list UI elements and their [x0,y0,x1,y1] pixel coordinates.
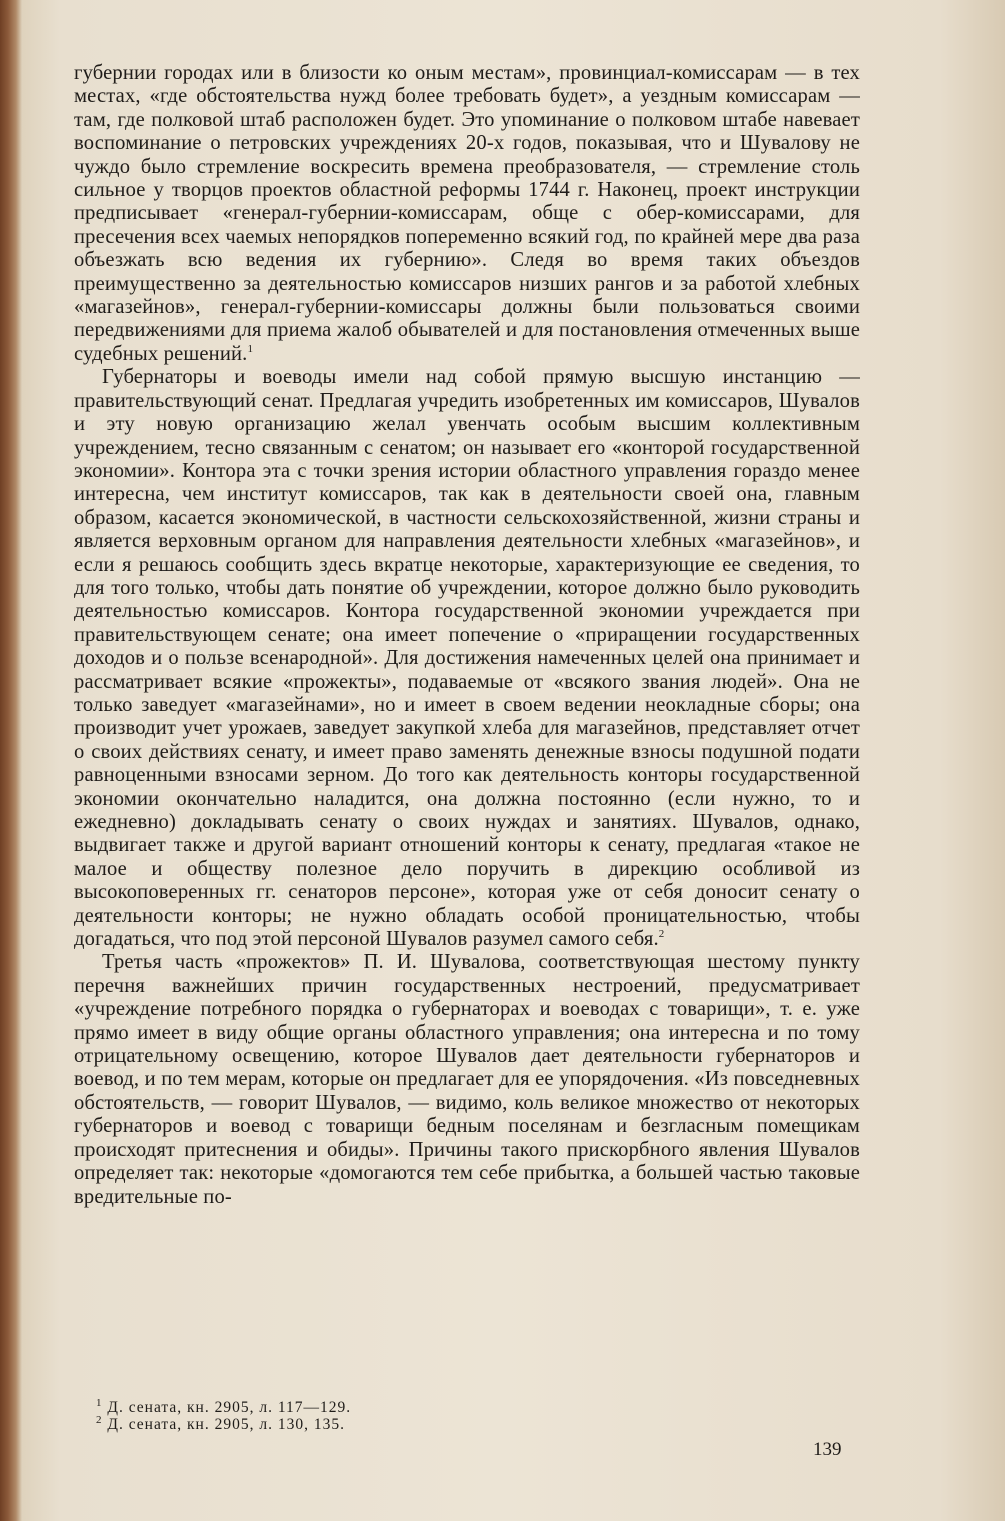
footnote-ref-2: 2 [658,928,665,941]
paragraph-2 [74,366,860,951]
footnote-2-marker: 2 [96,1413,103,1426]
page-number: 139 [813,1439,842,1460]
footnote-2-text: Д. сената, кн. 2905, л. 130, 135. [107,1416,345,1433]
footnote-1-marker: 1 [96,1396,103,1409]
paragraph-1-text: губернии городах или в близости ко оным местам», провинциал-комиссарам — в тех местах, «где обстоятельства нужд более требовать будет», а уездным комиссарам — там, где полковой штаб расположен будет. Это упоминание о полковом штабе навевает воспоминание о петровских учреждениях 20-х годов, показывая, что и Шувалову не чуждо было стремление воскресить времена преобразователя, — стремление столь сильное у творцов проектов областной реформы 1744 г. Наконец, проект инструкции предписывает «генерал-губернии-комиссарам, обще с обер-комиссарами, для пресечения всех чаемых непорядков попеременно всякий год, по крайней мере два раза объезжать всю ведения их губернию». Следя во время таких объездов преимущественно за деятельностью комиссаров низших рангов и за работой хлебных «магазейнов», генерал-губернии-комиссары должны были пользоваться своими передвижениями для приема жалоб обывателей и для постановления отмеченных выше судебных решений. [74,62,860,365]
paragraph-2-text: Губернаторы и воеводы имели над собой прямую высшую инстанцию — правительствующий сенат. Предлагая учредить изобретенных им комиссаров, Шувалов и эту новую организацию желал увенчать особым высшим коллективным учреждением, тесно связанным с сенатом; он называет его «конторой государственной экономии». Контора эта с точки зрения истории областного управления гораздо менее интересна, чем институт комиссаров, так как в деятельности своей она, главным образом, касается экономической, в частности сельскохозяйственной, жизни страны и является верховным органом для направления деятельности хлебных «магазейнов», и если я решаюсь сообщить здесь вкратце некоторые, характеризующие ее сведения, то для того только, чтобы дать понятие об учреждении, которое должно было руководить деятельностью комиссаров. Контора государственной экономии учреждается при правительствующем сенате; она имеет попечение о «приращении государственных доходов и о пользе всенародной». Для достижения намеченных целей она принимает и рассматривает всякие «прожекты», подаваемые от «всякого звания людей». Она не только заведует «магазейнами», но и имеет в своем ведении неокладные сборы; она производит учет урожаев, заведует закупкой хлеба для магазейнов, представляет отчет о своих действиях сенату, и имеет право заменять денежные взносы подушной подати равноценными взносами зерном. До того как деятельность конторы государственной экономии окончательно наладится, она должна постоянно (если нужно, то и ежедневно) докладывать сенату о своих нуждах и занятиях. Шувалов, однако, выдвигает также и другой вариант отношений конторы к сенату, предлагая «такое не малое и обществу полезное дело поручить в дирекцию особливой из высокоповеренных гг. сенаторов персоне», которая уже от себя доносит сенату о деятельности конторы; не нужно обладать особой проницательностью, чтобы догадаться, что под этой персоной Шувалов разумел самого себя. [74,366,860,951]
body-text [74,62,860,1209]
book-spine-edge [0,0,22,1521]
footnote-ref-1: 1 [247,343,254,356]
footnotes [96,1396,696,1433]
footnote-1 [96,1396,696,1416]
paragraph-3 [74,951,860,1208]
footnote-1-text: Д. сената, кн. 2905, л. 117—129. [107,1399,352,1416]
paragraph-1 [74,62,860,366]
footnote-2 [96,1413,696,1433]
paragraph-3-text: Третья часть «прожектов» П. И. Шувалова, соответствующая шестому пункту перечня важнейших причин государственных нестроений, предусматривает «учреждение потребного порядка о губернаторах и воеводах с товарищи», т. е. уже прямо имеет в виду общие органы областного управления; она интересна и по тому отрицательному освещению, которое Шувалов дает деятельности губернаторов и воевод, и по тем мерам, которые он предлагает для ее упорядочения. «Из повседневных обстоятельств, — говорит Шувалов, — видимо, коль великое множество от некоторых губернаторов и воевод с товарищи бедным поселянам и безгласным помещикам происходят притеснения и обиды». Причины такого прискорбного явления Шувалов определяет так: некоторые «домогаются тем себе прибытка, а большей частью таковые вредительные по- [74,951,860,1208]
